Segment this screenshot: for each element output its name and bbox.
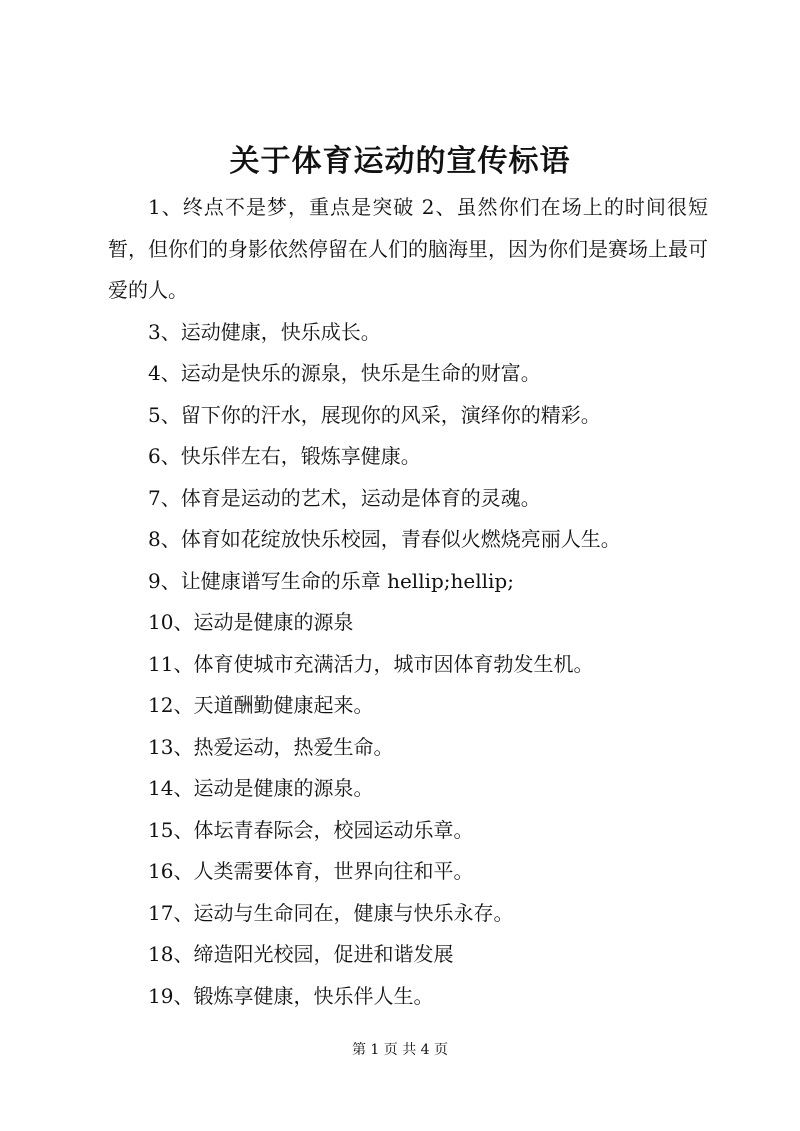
- slogan-item-15: 15、体坛青春际会，校园运动乐章。: [148, 817, 474, 842]
- slogan-item-10: 10、运动是健康的源泉: [148, 610, 354, 634]
- slogan-item-16: 16、人类需要体育，世界向往和平。: [148, 859, 474, 883]
- slogan-item-4: 4、运动是快乐的源泉，快乐是生命的财富。: [148, 361, 541, 385]
- slogan-item-12: 12、天道酬勤健康起来。: [148, 693, 374, 717]
- slogan-item-14: 14、运动是健康的源泉。: [148, 776, 374, 800]
- slogan-item-8: 8、体育如花绽放快乐校园，青春似火燃烧亮丽人生。: [148, 527, 621, 551]
- slogan-item-13: 13、热爱运动，热爱生命。: [148, 734, 394, 759]
- paragraph-1: 1、终点不是梦，重点是突破 2、虽然你们在场上的时间很短暂，但你们的身影依然停留在人们的脑海里，因为你们是赛场上最可爱的人。: [108, 195, 708, 302]
- slogan-item-3: 3、运动健康，快乐成长。: [148, 319, 381, 344]
- slogan-item-19: 19、锻炼享健康，快乐伴人生。: [148, 983, 434, 1008]
- slogan-item-6: 6、快乐伴左右，锻炼享健康。: [148, 444, 421, 468]
- page-title: 关于体育运动的宣传标语: [229, 144, 571, 179]
- slogan-item-11: 11、体育使城市充满活力，城市因体育勃发生机。: [148, 651, 594, 676]
- slogan-item-9: 9、让健康谱写生命的乐章 hellip;hellip;: [148, 568, 514, 593]
- slogan-item-7: 7、体育是运动的艺术，运动是体育的灵魂。: [148, 485, 541, 510]
- slogan-item-18: 18、缔造阳光校园，促进和谐发展: [148, 942, 454, 966]
- slogan-item-5: 5、留下你的汗水，展现你的风采，演绎你的精彩。: [148, 402, 601, 427]
- slogan-item-17: 17、运动与生命同在，健康与快乐永存。: [148, 900, 514, 925]
- document-body: [108, 187, 708, 1017]
- page-footer: 第 1 页 共 4 页: [351, 1042, 449, 1058]
